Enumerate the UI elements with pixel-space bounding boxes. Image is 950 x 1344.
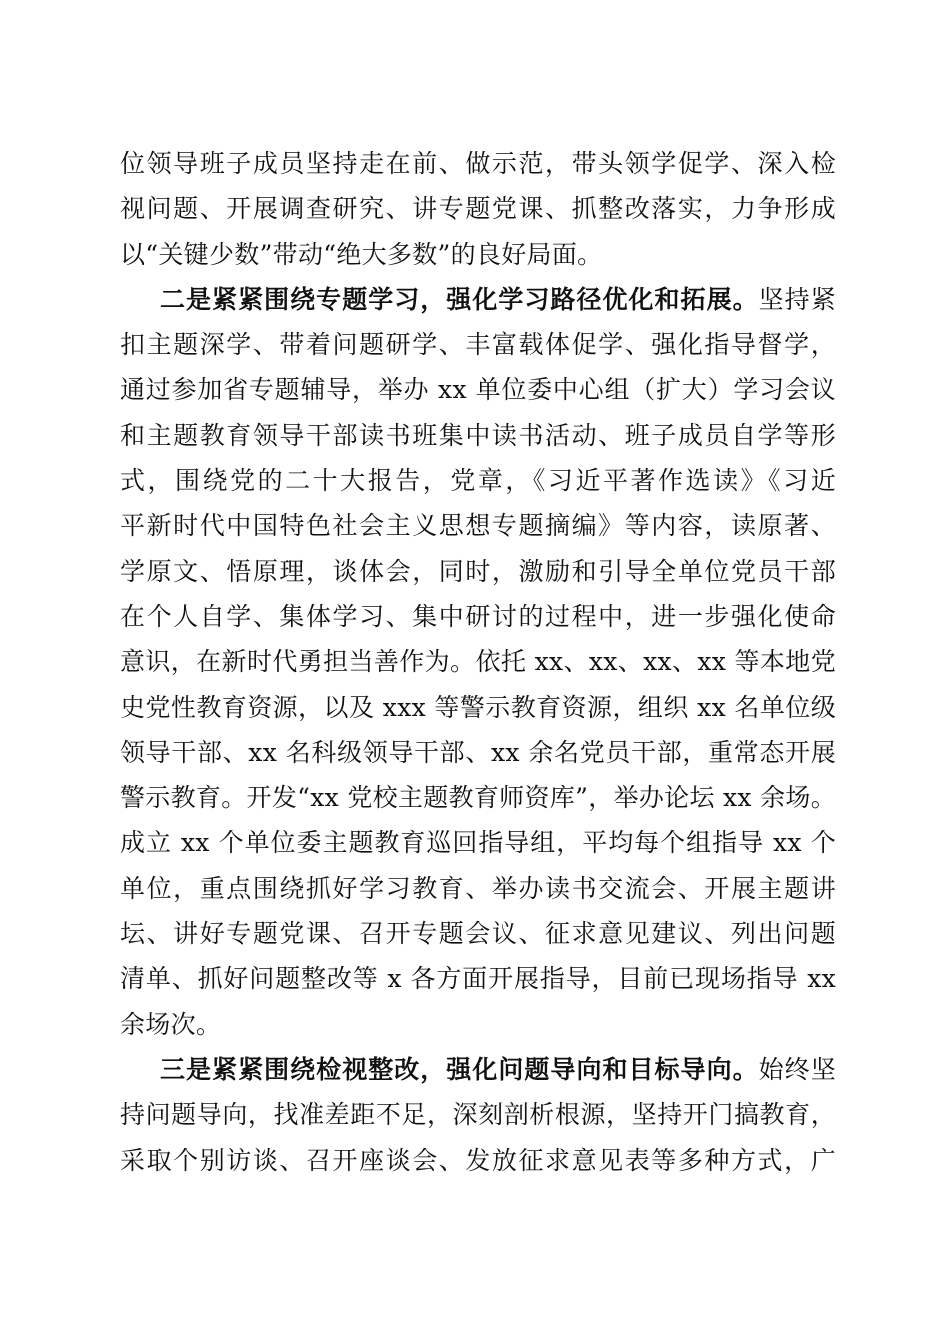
text-line: 持问题导向，找准差距不足，深刻剖析根源，坚持开门搞教育， [120,1100,836,1130]
text-line: 领导干部、xx 名科级领导干部、xx 余名党员干部，重常态开展 [120,737,836,767]
text-line: 在个人自学、集体学习、集中研讨的过程中，进一步强化使命 [120,601,836,631]
paragraph-1 [120,141,836,277]
paragraph-heading: 二是紧紧围绕专题学习，强化学习路径优化和拓展。 [160,284,759,314]
document-body [120,141,836,1183]
text-line [120,1047,836,1092]
text-line: 单位，重点围绕抓好学习教育、举办读书交流会、开展主题讲 [120,873,836,903]
text-line: 成立 xx 个单位委主题教育巡回指导组，平均每个组指导 xx 个 [120,828,836,858]
paragraph-2 [120,277,836,1047]
text-line: 扣主题深学、带着问题研学、丰富载体促学、强化指导督学， [120,330,836,360]
text-line: 史党性教育资源，以及 xxx 等警示教育资源，组织 xx 名单位级 [120,692,836,722]
text-line: 坛、讲好专题党课、召开专题会议、征求意见建议、列出问题 [120,919,836,949]
text-fragment: 坚持紧 [758,284,836,314]
text-fragment: 始终坚 [758,1054,836,1084]
text-line [120,277,836,322]
text-line: 和主题教育领导干部读书班集中读书活动、班子成员自学等形 [120,420,836,450]
paragraph-heading: 三是紧紧围绕检视整改，强化问题导向和目标导向。 [160,1054,759,1084]
text-line: 采取个别访谈、召开座谈会、发放征求意见表等多种方式，广 [120,1145,836,1175]
text-line: 以“关键少数”带动“绝大多数”的良好局面。 [120,239,603,269]
text-line: 视问题、开展调查研究、讲专题党课、抓整改落实，力争形成 [120,194,836,224]
text-line: 学原文、悟原理，谈体会，同时，激励和引导全单位党员干部 [120,556,836,586]
paragraph-3 [120,1047,836,1183]
text-line: 位领导班子成员坚持走在前、做示范，带头领学促学、深入检 [120,149,836,178]
text-line: 通过参加省专题辅导，举办 xx 单位委中心组（扩大）学习会议 [120,375,836,405]
text-line: 清单、抓好问题整改等 x 各方面开展指导，目前已现场指导 xx [120,964,836,994]
text-line: 警示教育。开发“xx 党校主题教育师资库”，举办论坛 xx 余场。 [120,783,836,813]
text-line: 余场次。 [120,1009,222,1039]
text-line: 式，围绕党的二十大报告，党章，《习近平著作选读》《习近 [120,466,836,496]
text-line: 平新时代中国特色社会主义思想专题摘编》等内容，读原著、 [120,511,836,541]
text-line: 意识，在新时代勇担当善作为。依托 xx、xx、xx、xx 等本地党 [120,647,836,677]
